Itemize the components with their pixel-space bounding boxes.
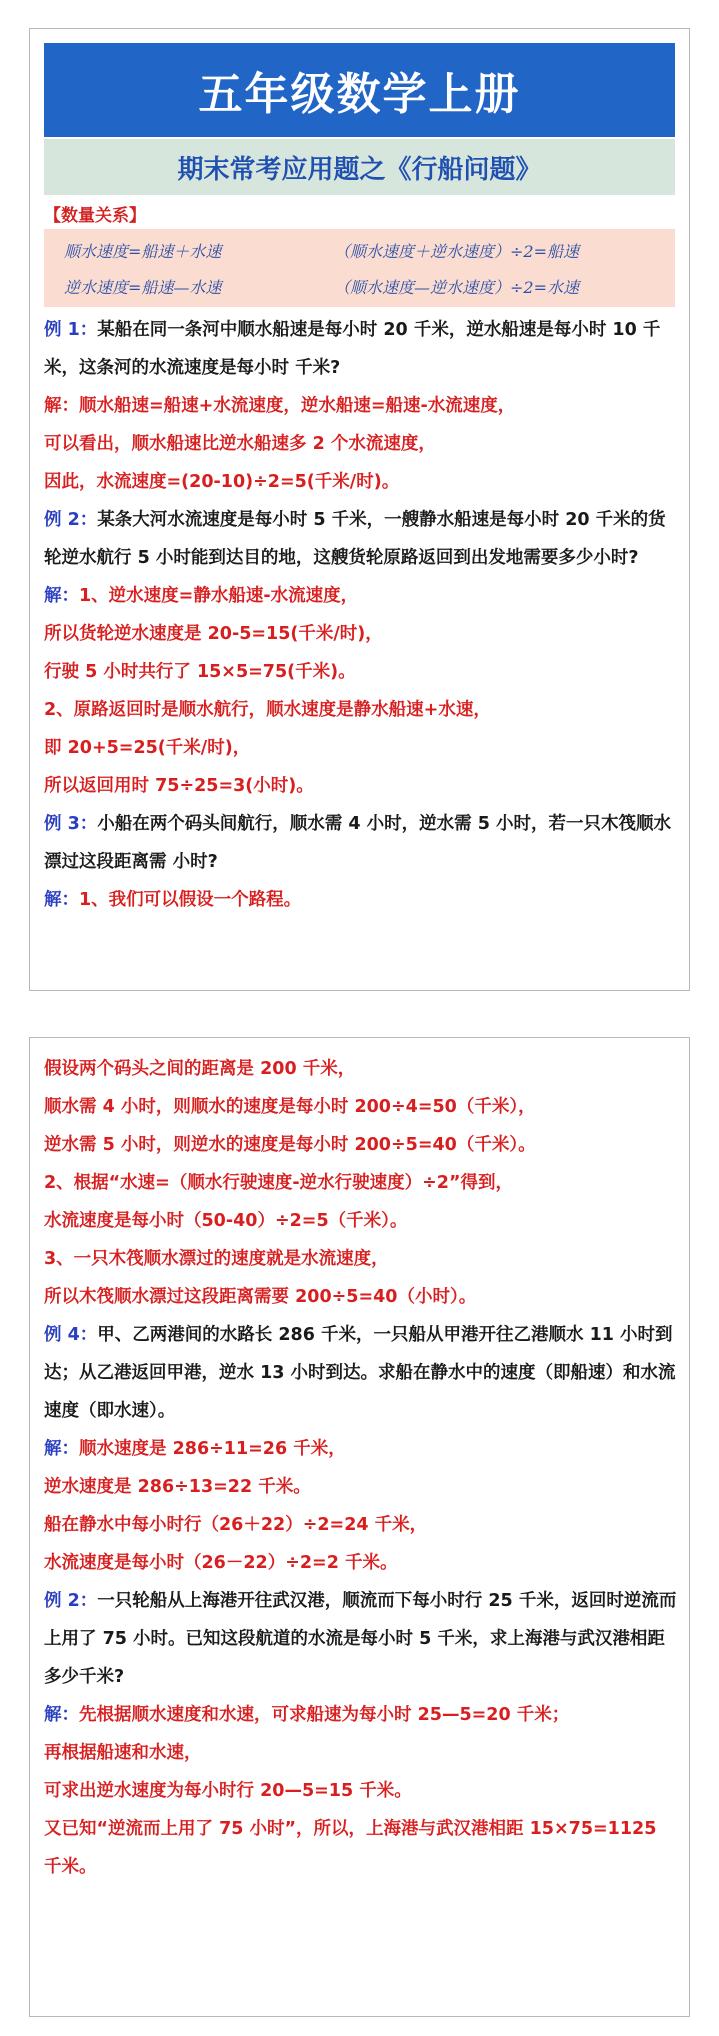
- solution-line: 所以货轮逆水速度是 20-5=15(千米/时)，: [44, 624, 383, 644]
- solution-line: 顺水需 4 小时，则顺水的速度是每小时 200÷4=50（千米），: [44, 1097, 536, 1117]
- card1-content: [44, 311, 678, 919]
- example-label: 例 1：: [44, 320, 98, 340]
- solution-line: 假设两个码头之间的距离是 200 千米，: [44, 1059, 356, 1079]
- solution-line: 因此，水流速度=(20-10)÷2=5(千米/时)。: [44, 472, 400, 492]
- page-subtitle: 期末常考应用题之《行船问题》: [44, 139, 675, 195]
- formula-downstream: 顺水速度=船速＋水速: [64, 242, 222, 261]
- solution-label: 解：: [44, 396, 79, 416]
- example-label: 例 2：: [44, 510, 98, 530]
- solution-text: 1、逆水速度=静水船速-水流速度，: [79, 586, 359, 606]
- example-5: [44, 1582, 678, 1696]
- solution-line: 所以木筏顺水漂过这段距离需要 200÷5=40（小时）。: [44, 1287, 477, 1307]
- example-3: [44, 805, 678, 881]
- solution-text: 1、我们可以假设一个路程。: [79, 890, 302, 910]
- solution-label: 解：: [44, 1705, 79, 1725]
- page-title: 五年级数学上册: [44, 43, 675, 137]
- solution-line: 船在静水中每小时行（26＋22）÷2=24 千米，: [44, 1515, 428, 1535]
- solution-line: [44, 1430, 678, 1468]
- card2-content: [44, 1050, 678, 1886]
- solution-label: 解：: [44, 1439, 79, 1459]
- formula-upstream: 逆水速度=船速—水速: [64, 278, 222, 297]
- solution-line: 水流速度是每小时（26－22）÷2=2 千米。: [44, 1553, 398, 1573]
- example-text: 甲、乙两港间的水路长 286 千米，一只船从甲港开往乙港顺水 11 小时到达；从乙港返回甲港，逆水 13 小时到达。求船在静水中的速度（即船速）和水流速度（即水速）。: [44, 1325, 676, 1421]
- solution-line: 再根据船速和水速，: [44, 1743, 202, 1763]
- example-label: 例 2：: [44, 1591, 98, 1611]
- solution-line: 又已知“逆流而上用了 75 小时”，所以，上海港与武汉港相距 15×75=1125 千米。: [44, 1819, 657, 1877]
- solution-line: 行驶 5 小时共行了 15×5=75(千米)。: [44, 662, 356, 682]
- solution-line: 逆水需 5 小时，则逆水的速度是每小时 200÷5=40（千米）。: [44, 1135, 536, 1155]
- page-card-2: [29, 1037, 690, 2017]
- solution-text: 顺水速度是 286÷11=26 千米，: [79, 1439, 346, 1459]
- solution-line: 2、原路返回时是顺水航行，顺水速度是静水船速+水速，: [44, 700, 491, 720]
- solution-line: 水流速度是每小时（50-40）÷2=5（千米）。: [44, 1211, 408, 1231]
- solution-line: [44, 577, 678, 615]
- solution-label: 解：: [44, 586, 79, 606]
- example-2: [44, 501, 678, 577]
- solution-text: 先根据顺水速度和水速，可求船速为每小时 25—5=20 千米；: [79, 1705, 570, 1725]
- page-card-1: [29, 28, 690, 991]
- formula-water-speed: （顺水速度—逆水速度）÷2=水速: [334, 278, 579, 297]
- example-label: 例 4：: [44, 1325, 98, 1345]
- example-label: 例 3：: [44, 814, 98, 834]
- solution-line: 所以返回用时 75÷25=3(小时)。: [44, 776, 314, 796]
- relations-heading: 【数量关系】: [44, 206, 146, 226]
- example-text: 某船在同一条河中顺水船速是每小时 20 千米，逆水船速是每小时 10 千米，这条河的水流速度是每小时 千米?: [44, 320, 661, 378]
- example-text: 一只轮船从上海港开往武汉港，顺流而下每小时行 25 千米，返回时逆流而上用了 75 小时。已知这段航道的水流是每小时 5 千米，求上海港与武汉港相距多少千米?: [44, 1591, 677, 1687]
- solution-line: 可求出逆水速度为每小时行 20—5=15 千米。: [44, 1781, 412, 1801]
- solution-line: 2、根据“水速=（顺水行驶速度-逆水行驶速度）÷2”得到，: [44, 1173, 513, 1193]
- example-text: 某条大河水流速度是每小时 5 千米，一艘静水船速是每小时 20 千米的货轮逆水航行 5 小时能到达目的地，这艘货轮原路返回到出发地需要多少小时?: [44, 510, 666, 568]
- formula-box: [44, 229, 675, 307]
- example-4: [44, 1316, 678, 1430]
- solution-line: [44, 387, 678, 425]
- solution-text: 顺水船速=船速+水流速度，逆水船速=船速-水流速度，: [79, 396, 516, 416]
- example-1: [44, 311, 678, 387]
- solution-line: 3、一只木筏顺水漂过的速度就是水流速度，: [44, 1249, 389, 1269]
- example-text: 小船在两个码头间航行，顺水需 4 小时，逆水需 5 小时，若一只木筏顺水漂过这段距离需 小时?: [44, 814, 672, 872]
- solution-label: 解：: [44, 890, 79, 910]
- solution-line: [44, 1696, 678, 1734]
- solution-line: [44, 881, 678, 919]
- solution-line: 逆水速度是 286÷13=22 千米。: [44, 1477, 311, 1497]
- solution-line: 可以看出，顺水船速比逆水船速多 2 个水流速度，: [44, 434, 436, 454]
- formula-boat-speed: （顺水速度＋逆水速度）÷2=船速: [334, 242, 579, 261]
- solution-line: 即 20+5=25(千米/时)，: [44, 738, 251, 758]
